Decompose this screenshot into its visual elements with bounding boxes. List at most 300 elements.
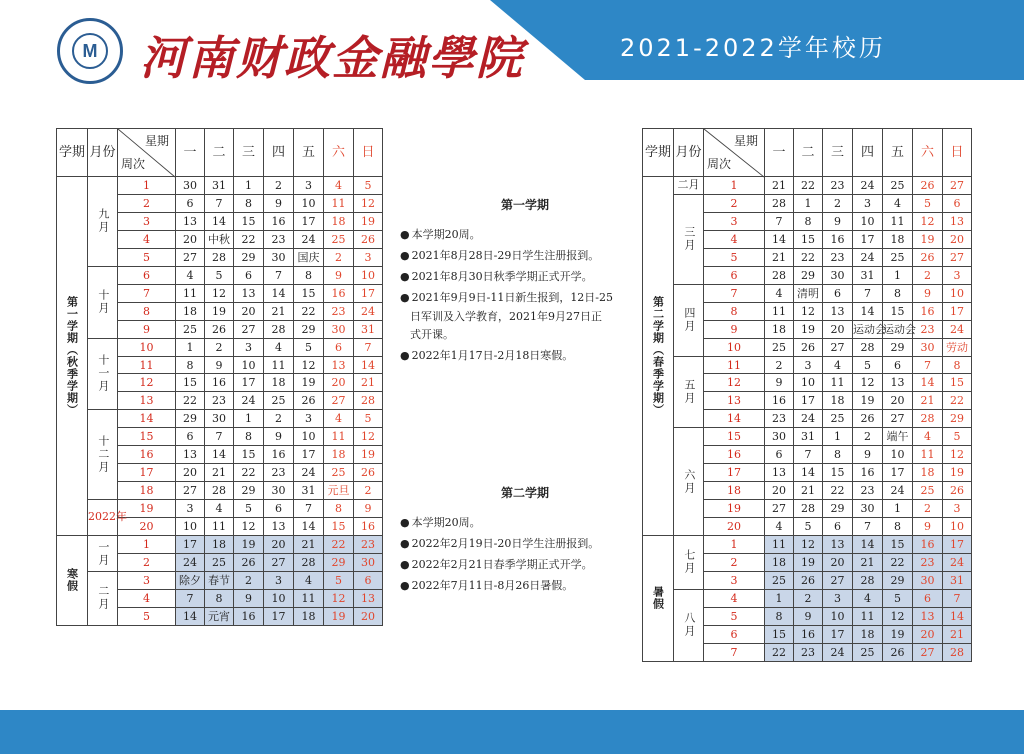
- day-cell: 7: [205, 428, 234, 446]
- day-cell: 22: [883, 554, 913, 572]
- day-cell: 29: [234, 482, 264, 500]
- day-cell: 除夕: [176, 571, 205, 589]
- weekday-header: 一: [765, 129, 794, 177]
- month-label: 五月: [682, 378, 696, 405]
- day-cell: 30: [913, 571, 943, 589]
- week-number: 17: [704, 464, 765, 482]
- day-cell: 8: [943, 356, 972, 374]
- day-cell: 2: [913, 266, 943, 284]
- week-number: 1: [118, 177, 176, 195]
- day-cell: 27: [943, 248, 972, 266]
- week-number: 10: [704, 338, 765, 356]
- week-number: 2: [118, 194, 176, 212]
- month-label: 六月: [682, 468, 696, 495]
- day-cell: 25: [324, 464, 354, 482]
- day-cell: 国庆: [294, 248, 324, 266]
- day-cell: 2: [794, 589, 823, 607]
- day-cell: 22: [176, 392, 205, 410]
- day-cell: 31: [294, 482, 324, 500]
- day-cell: 6: [234, 266, 264, 284]
- day-cell: 8: [234, 428, 264, 446]
- day-cell: 18: [205, 536, 234, 554]
- day-cell: 16: [205, 374, 234, 392]
- month-label: 十月: [96, 289, 110, 316]
- month-header: 月份: [674, 129, 704, 177]
- day-cell: 10: [943, 284, 972, 302]
- day-cell: 12: [324, 589, 354, 607]
- week-number: 4: [118, 589, 176, 607]
- week-number: 12: [118, 374, 176, 392]
- day-cell: 3: [294, 177, 324, 195]
- week-number: 12: [704, 374, 765, 392]
- week-number: 7: [704, 284, 765, 302]
- day-cell: 10: [354, 266, 383, 284]
- week-number: 7: [118, 284, 176, 302]
- day-cell: 12: [354, 194, 383, 212]
- day-cell: 1: [765, 589, 794, 607]
- month-cell: [88, 266, 118, 338]
- day-cell: 19: [794, 554, 823, 572]
- day-cell: 21: [853, 554, 883, 572]
- day-cell: 19: [205, 302, 234, 320]
- weekday-header: 二: [205, 129, 234, 177]
- day-cell: 28: [294, 554, 324, 572]
- day-cell: 3: [823, 589, 853, 607]
- day-cell: 29: [943, 410, 972, 428]
- day-cell: 25: [883, 248, 913, 266]
- term2-notes-title: 第二学期: [500, 486, 549, 500]
- day-cell: 30: [176, 177, 205, 195]
- day-cell: 1: [234, 410, 264, 428]
- day-cell: 27: [823, 571, 853, 589]
- day-cell: 1: [234, 177, 264, 195]
- day-cell: 14: [205, 212, 234, 230]
- day-cell: 29: [324, 554, 354, 572]
- day-cell: 14: [205, 446, 234, 464]
- day-cell: 6: [324, 338, 354, 356]
- day-cell: 12: [205, 284, 234, 302]
- day-cell: 19: [853, 392, 883, 410]
- week-number: 13: [118, 392, 176, 410]
- note-item: 日军训及入学教育，2021年9月27日正: [410, 309, 602, 323]
- week-row: [643, 284, 972, 302]
- day-cell: 14: [794, 464, 823, 482]
- term2-notes: [400, 486, 650, 601]
- day-cell: 28: [913, 410, 943, 428]
- month-cell: [674, 194, 704, 284]
- day-cell: 9: [913, 518, 943, 536]
- week-number: 6: [704, 266, 765, 284]
- day-cell: 14: [913, 374, 943, 392]
- day-cell: 4: [883, 194, 913, 212]
- day-cell: 6: [883, 356, 913, 374]
- day-cell: 15: [176, 374, 205, 392]
- day-cell: 25: [853, 643, 883, 661]
- month-cell: [88, 177, 118, 267]
- day-cell: 24: [234, 392, 264, 410]
- day-cell: 13: [234, 284, 264, 302]
- day-cell: 25: [264, 392, 294, 410]
- day-cell: 19: [234, 536, 264, 554]
- footer-bar: [0, 710, 1024, 754]
- weekday-header: 二: [794, 129, 823, 177]
- day-cell: 11: [883, 212, 913, 230]
- day-cell: 13: [823, 536, 853, 554]
- note-item: ● 2022年2月21日春季学期正式开学。: [400, 558, 650, 572]
- day-cell: 16: [913, 302, 943, 320]
- day-cell: 4: [765, 284, 794, 302]
- day-cell: 19: [354, 446, 383, 464]
- week-row: [643, 428, 972, 446]
- day-cell: 4: [324, 177, 354, 195]
- header-row: [57, 129, 383, 177]
- day-cell: 12: [234, 518, 264, 536]
- day-cell: 31: [853, 266, 883, 284]
- day-cell: 11: [324, 194, 354, 212]
- day-cell: 22: [794, 177, 823, 195]
- day-cell: 10: [234, 356, 264, 374]
- day-cell: 9: [264, 194, 294, 212]
- day-cell: 27: [765, 500, 794, 518]
- day-cell: 24: [294, 464, 324, 482]
- day-cell: 9: [853, 446, 883, 464]
- day-cell: 3: [264, 571, 294, 589]
- day-cell: 1: [176, 338, 205, 356]
- weekday-header: 五: [883, 129, 913, 177]
- day-cell: 1: [823, 428, 853, 446]
- day-cell: 10: [853, 212, 883, 230]
- week-number: 1: [704, 536, 765, 554]
- day-cell: 28: [354, 392, 383, 410]
- logo-letter: M: [82, 41, 98, 61]
- week-number: 6: [118, 266, 176, 284]
- day-cell: 9: [354, 500, 383, 518]
- week-number: 4: [118, 230, 176, 248]
- note-item: ● 2022年7月11日-8月26日暑假。: [400, 579, 650, 593]
- header-row: [643, 129, 972, 177]
- day-cell: 13: [883, 374, 913, 392]
- day-cell: 4: [176, 266, 205, 284]
- day-cell: 运动会: [853, 320, 883, 338]
- month-label: 十一月: [96, 354, 110, 394]
- day-cell: 26: [794, 571, 823, 589]
- week-row: [57, 500, 383, 518]
- day-cell: 23: [765, 410, 794, 428]
- day-cell: 30: [823, 266, 853, 284]
- day-cell: 16: [264, 446, 294, 464]
- day-cell: 11: [176, 284, 205, 302]
- week-number: 11: [118, 356, 176, 374]
- month-cell: [88, 500, 127, 536]
- day-cell: 14: [294, 518, 324, 536]
- day-cell: 7: [853, 284, 883, 302]
- weekday-header: 一: [176, 129, 205, 177]
- day-cell: 15: [765, 625, 794, 643]
- day-cell: 5: [943, 428, 972, 446]
- month-label: 三月: [682, 226, 696, 253]
- day-cell: 20: [823, 320, 853, 338]
- day-cell: 17: [823, 625, 853, 643]
- month-cell: [674, 284, 704, 356]
- week-number: 13: [704, 392, 765, 410]
- day-cell: 2: [354, 482, 383, 500]
- day-cell: 14: [264, 284, 294, 302]
- day-cell: 18: [324, 446, 354, 464]
- note-item: ● 2021年9月9日-11日新生报到，12日-25: [400, 291, 650, 305]
- day-cell: 7: [264, 266, 294, 284]
- day-cell: 21: [913, 392, 943, 410]
- day-cell: 2: [823, 194, 853, 212]
- day-cell: 24: [943, 554, 972, 572]
- day-cell: 10: [883, 446, 913, 464]
- day-cell: 8: [794, 212, 823, 230]
- day-cell: 25: [205, 554, 234, 572]
- day-cell: 17: [794, 392, 823, 410]
- day-cell: 12: [883, 607, 913, 625]
- day-cell: 24: [853, 248, 883, 266]
- day-cell: 25: [913, 482, 943, 500]
- day-cell: 26: [294, 392, 324, 410]
- day-cell: 清明: [794, 284, 823, 302]
- day-cell: 19: [794, 320, 823, 338]
- day-cell: 12: [853, 374, 883, 392]
- day-cell: 12: [794, 536, 823, 554]
- week-number: 4: [704, 230, 765, 248]
- week-number: 3: [118, 212, 176, 230]
- week-label: 周次: [121, 157, 146, 171]
- day-cell: 元旦: [324, 482, 354, 500]
- week-number: 8: [704, 302, 765, 320]
- week-row: [643, 356, 972, 374]
- day-cell: 30: [354, 554, 383, 572]
- day-cell: 6: [823, 284, 853, 302]
- day-cell: 23: [354, 536, 383, 554]
- day-cell: 8: [176, 356, 205, 374]
- day-cell: 21: [205, 464, 234, 482]
- day-cell: 8: [294, 266, 324, 284]
- day-cell: 10: [264, 589, 294, 607]
- weekday-header: 六: [324, 129, 354, 177]
- day-cell: 29: [294, 320, 324, 338]
- day-cell: 10: [943, 518, 972, 536]
- week-number: 2: [704, 194, 765, 212]
- day-cell: 元宵: [205, 607, 234, 625]
- day-cell: 4: [294, 571, 324, 589]
- term-header: 学期: [643, 129, 674, 177]
- day-cell: 13: [765, 464, 794, 482]
- day-cell: 29: [176, 410, 205, 428]
- day-cell: 4: [765, 518, 794, 536]
- day-cell: 25: [765, 338, 794, 356]
- day-cell: 27: [823, 338, 853, 356]
- week-number: 1: [118, 536, 176, 554]
- day-cell: 15: [943, 374, 972, 392]
- week-number: 15: [118, 428, 176, 446]
- day-cell: 4: [324, 410, 354, 428]
- day-cell: 17: [176, 536, 205, 554]
- day-cell: 21: [264, 302, 294, 320]
- day-cell: 9: [264, 428, 294, 446]
- month-label: 四月: [682, 307, 696, 334]
- month-label: 十二月: [96, 435, 110, 475]
- day-cell: 11: [324, 428, 354, 446]
- week-number: 3: [118, 571, 176, 589]
- week-number: 17: [118, 464, 176, 482]
- day-cell: 24: [853, 177, 883, 195]
- day-cell: 8: [883, 284, 913, 302]
- note-item: ● 2021年8月28日-29日学生注册报到。: [400, 249, 650, 263]
- day-cell: 6: [765, 446, 794, 464]
- day-cell: 14: [943, 607, 972, 625]
- day-cell: 5: [324, 571, 354, 589]
- school-logo: [57, 18, 123, 84]
- summer-break-label: 暑假: [643, 536, 674, 662]
- day-cell: 15: [883, 536, 913, 554]
- day-cell: 18: [294, 607, 324, 625]
- day-cell: 运动会: [883, 320, 913, 338]
- day-cell: 21: [943, 625, 972, 643]
- day-cell: 8: [205, 589, 234, 607]
- week-number: 9: [704, 320, 765, 338]
- day-cell: 22: [943, 392, 972, 410]
- day-cell: 8: [324, 500, 354, 518]
- week-number: 5: [118, 607, 176, 625]
- day-cell: 29: [234, 248, 264, 266]
- note-item: ● 2021年8月30日秋季学期正式开学。: [400, 270, 650, 284]
- day-cell: 20: [324, 374, 354, 392]
- day-cell: 5: [234, 500, 264, 518]
- day-cell: 23: [324, 302, 354, 320]
- day-cell: 23: [264, 464, 294, 482]
- term1-notes: [400, 198, 650, 371]
- day-cell: 17: [264, 607, 294, 625]
- day-cell: 3: [853, 194, 883, 212]
- week-row: [57, 338, 383, 356]
- day-cell: 17: [943, 302, 972, 320]
- day-cell: 17: [883, 464, 913, 482]
- month-cell: [674, 428, 704, 536]
- day-cell: 端午: [883, 428, 913, 446]
- weekday-header: 三: [823, 129, 853, 177]
- day-cell: 14: [765, 230, 794, 248]
- day-cell: 23: [823, 248, 853, 266]
- logo-emblem-icon: [72, 33, 108, 69]
- day-cell: 9: [794, 607, 823, 625]
- day-cell: 26: [913, 248, 943, 266]
- day-cell: 春节: [205, 571, 234, 589]
- day-cell: 劳动: [943, 338, 972, 356]
- week-number: 7: [704, 643, 765, 661]
- day-cell: 5: [294, 338, 324, 356]
- day-cell: 5: [853, 356, 883, 374]
- day-cell: 19: [913, 230, 943, 248]
- weekday-header: 四: [264, 129, 294, 177]
- day-cell: 28: [765, 194, 794, 212]
- week-number: 20: [704, 518, 765, 536]
- day-cell: 31: [205, 177, 234, 195]
- day-cell: 15: [294, 284, 324, 302]
- weekday-week-header: [704, 129, 765, 177]
- term1-label: 第一学期（秋季学期）: [57, 177, 88, 536]
- day-cell: 20: [883, 392, 913, 410]
- day-cell: 29: [794, 266, 823, 284]
- day-cell: 6: [943, 194, 972, 212]
- day-cell: 18: [176, 302, 205, 320]
- week-number: 2: [704, 554, 765, 572]
- day-cell: 13: [176, 446, 205, 464]
- day-cell: 1: [883, 266, 913, 284]
- week-number: 16: [704, 446, 765, 464]
- day-cell: 3: [794, 356, 823, 374]
- day-cell: 23: [913, 554, 943, 572]
- month-label: 八月: [682, 612, 696, 639]
- day-cell: 6: [176, 428, 205, 446]
- day-cell: 16: [823, 230, 853, 248]
- day-cell: 31: [354, 320, 383, 338]
- header: [0, 0, 1024, 100]
- weekday-header: 日: [943, 129, 972, 177]
- day-cell: 30: [913, 338, 943, 356]
- week-row: [643, 536, 972, 554]
- day-cell: 18: [765, 320, 794, 338]
- day-cell: 26: [354, 464, 383, 482]
- note-item: ● 本学期20周。: [400, 228, 650, 242]
- day-cell: 12: [354, 428, 383, 446]
- day-cell: 19: [883, 625, 913, 643]
- day-cell: 20: [913, 625, 943, 643]
- week-number: 5: [704, 248, 765, 266]
- day-cell: 22: [294, 302, 324, 320]
- day-cell: 22: [794, 248, 823, 266]
- day-cell: 5: [883, 589, 913, 607]
- day-cell: 15: [234, 446, 264, 464]
- day-cell: 22: [324, 536, 354, 554]
- day-cell: 15: [324, 518, 354, 536]
- day-cell: 13: [823, 302, 853, 320]
- day-cell: 10: [294, 194, 324, 212]
- day-cell: 1: [794, 194, 823, 212]
- day-cell: 26: [943, 482, 972, 500]
- day-cell: 18: [823, 392, 853, 410]
- day-cell: 11: [294, 589, 324, 607]
- day-cell: 28: [853, 338, 883, 356]
- month-cell: [674, 177, 704, 195]
- day-cell: 27: [176, 248, 205, 266]
- term2-label: 第二学期（春季学期）: [643, 177, 674, 536]
- day-cell: 6: [913, 589, 943, 607]
- week-row: [57, 177, 383, 195]
- day-cell: 5: [354, 410, 383, 428]
- day-cell: 23: [794, 643, 823, 661]
- week-row: [57, 266, 383, 284]
- day-cell: 24: [943, 320, 972, 338]
- day-cell: 26: [794, 338, 823, 356]
- day-cell: 20: [354, 607, 383, 625]
- day-cell: 19: [354, 212, 383, 230]
- term-header: 学期: [57, 129, 88, 177]
- month-label: 七月: [682, 549, 696, 576]
- month-cell: [88, 571, 118, 625]
- day-cell: 18: [264, 374, 294, 392]
- month-cell: [88, 338, 118, 410]
- week-number: 1: [704, 177, 765, 195]
- day-cell: 8: [823, 446, 853, 464]
- day-cell: 21: [765, 248, 794, 266]
- day-cell: 27: [234, 320, 264, 338]
- day-cell: 14: [354, 356, 383, 374]
- day-cell: 7: [853, 518, 883, 536]
- day-cell: 3: [943, 266, 972, 284]
